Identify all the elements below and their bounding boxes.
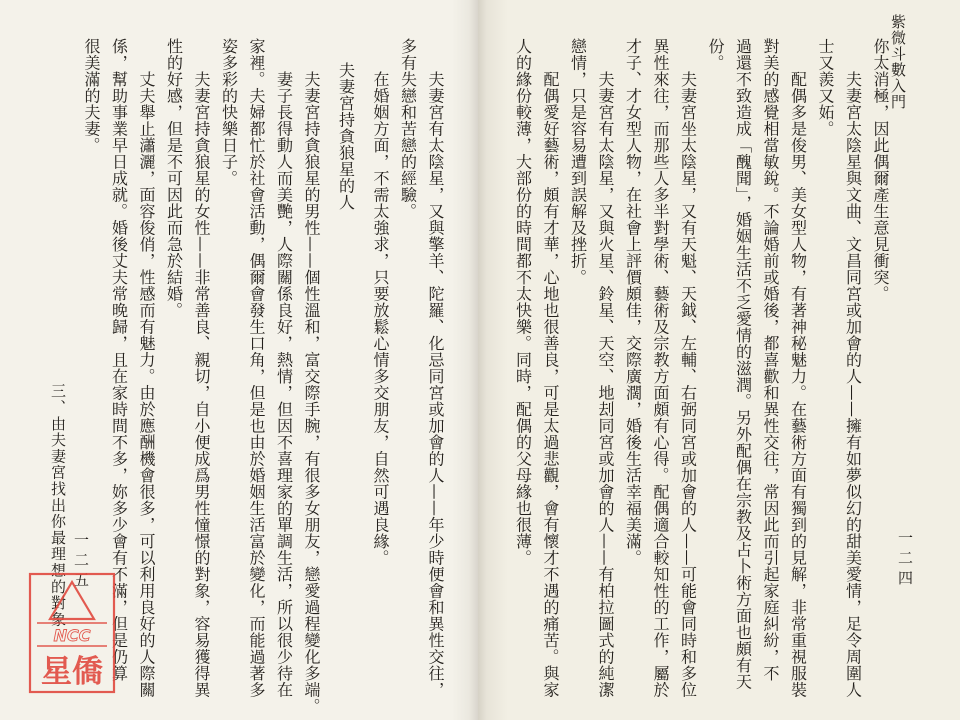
text-column: 配偶多是俊男、美女型人物，有著神秘魅力。在藝術方面有獨到的見解，非常重視服裝 — [788, 71, 808, 698]
text-column: 才子、才女型人物，在社會上評價頗佳，交際廣濶，婚後生活幸福美滿。 — [623, 38, 643, 566]
text-column: 很美滿的夫妻。 — [82, 38, 101, 154]
text-column: 你太消極，因此偶爾產生意見衝突。 — [871, 38, 890, 302]
text-column: 過還不致造成「醜聞」，婚姻生活不乏愛情的滋潤。另外配偶在宗教及占卜術方面也頗有天 — [733, 38, 753, 690]
book-gutter — [452, 0, 508, 720]
text-column: 夫妻宮坐太陰星，又有天魁、天鉞、左輔、右弼同宮或加會的人——可能會同時和多位 — [678, 71, 698, 698]
left-page-text — [78, 38, 450, 715]
text-column: 在婚姻方面，不需太強求，只要放鬆心情多交朋友，自然可遇良緣。 — [371, 71, 390, 566]
text-column: 姿多彩的快樂日子。 — [219, 38, 239, 187]
text-column: 家裡。夫婦都忙於社會活動，偶爾會發生口角，但是也由於婚姻生活富於變化，而能過著多 — [247, 38, 266, 698]
page-number-right: 一二四 — [896, 530, 914, 590]
triangle-icon — [50, 582, 94, 619]
text-column: 夫妻宮持貪狼星的女性——非常善良、親切，自小便成爲男性憧憬的對象，容易獲得異 — [192, 71, 211, 698]
text-column: 士又羨又妬。 — [816, 38, 835, 137]
page-number-left: 一二五 — [72, 532, 90, 592]
text-column: 夫妻宮有太陰星，又與火星、鈴星、天空、地刦同宮或加會的人——有柏拉圖式的純潔 — [596, 71, 615, 698]
book-title-header: 紫微斗數入門 — [889, 14, 907, 110]
text-column: 妻子長得動人而美艷，人際關係良好，熱情，但因不喜理家的單調生活，所以很少待在 — [274, 71, 294, 698]
text-column: 係，幫助事業早日成就。婚後丈夫常晚歸，且在家時間不多，妳多少會有不滿，但是仍算 — [109, 38, 129, 682]
stamp-chinese-text: 星僑 — [41, 654, 103, 690]
text-column: 人的緣份較薄，大部份的時間都不太快樂。同時，配偶的父母緣也很薄。 — [513, 38, 533, 566]
text-column: 多有失戀和苦戀的經驗。 — [398, 38, 418, 220]
section-heading: 夫妻宮持貪狼星的人 — [336, 62, 356, 211]
text-column: 戀情，只是容易遭到誤解及挫折。 — [568, 38, 588, 286]
text-column: 夫妻宮有太陰星，又與擎羊、陀羅、化忌同宮或加會的人——年少時便會和異性交往， — [426, 71, 445, 698]
text-column: 份。 — [706, 38, 725, 71]
text-column: 夫妻宮持貪狼星的男性——個性溫和，富交際手腕，有很多女朋友，戀愛過程變化多端。 — [302, 71, 321, 715]
text-column: 夫妻宮太陰星與文曲、文昌同宮或加會的人——擁有如夢似幻的甜美愛情，足令周圍人 — [843, 71, 863, 698]
chapter-running-title: 三、由夫妻宮找出你最理想的對象 — [49, 383, 67, 628]
text-column: 丈夫舉止瀟灑，面容俊俏，性感而有魅力。由於應酬機會很多，可以利用良好的人際關 — [137, 71, 156, 698]
right-page-text — [509, 38, 894, 698]
text-column: 性的好感，但是不可因此而急於結婚。 — [164, 38, 184, 319]
publisher-stamp-logo — [28, 572, 116, 694]
text-column: 配偶愛好藝術，頗有才華，心地也很善良，可是太過悲觀，會有懷才不遇的痛苦。與家 — [541, 71, 560, 698]
stamp-latin-text: NCC — [53, 626, 91, 645]
text-column: 對美的感覺相當敏銳。不論婚前或婚後，都喜歡和異性交往，常因此而引起家庭糾紛，不 — [761, 38, 780, 682]
text-column: 異性來往，而那些人多半對學術、藝術及宗教方面頗有心得。配偶適合較知性的工作，屬於 — [651, 38, 670, 698]
